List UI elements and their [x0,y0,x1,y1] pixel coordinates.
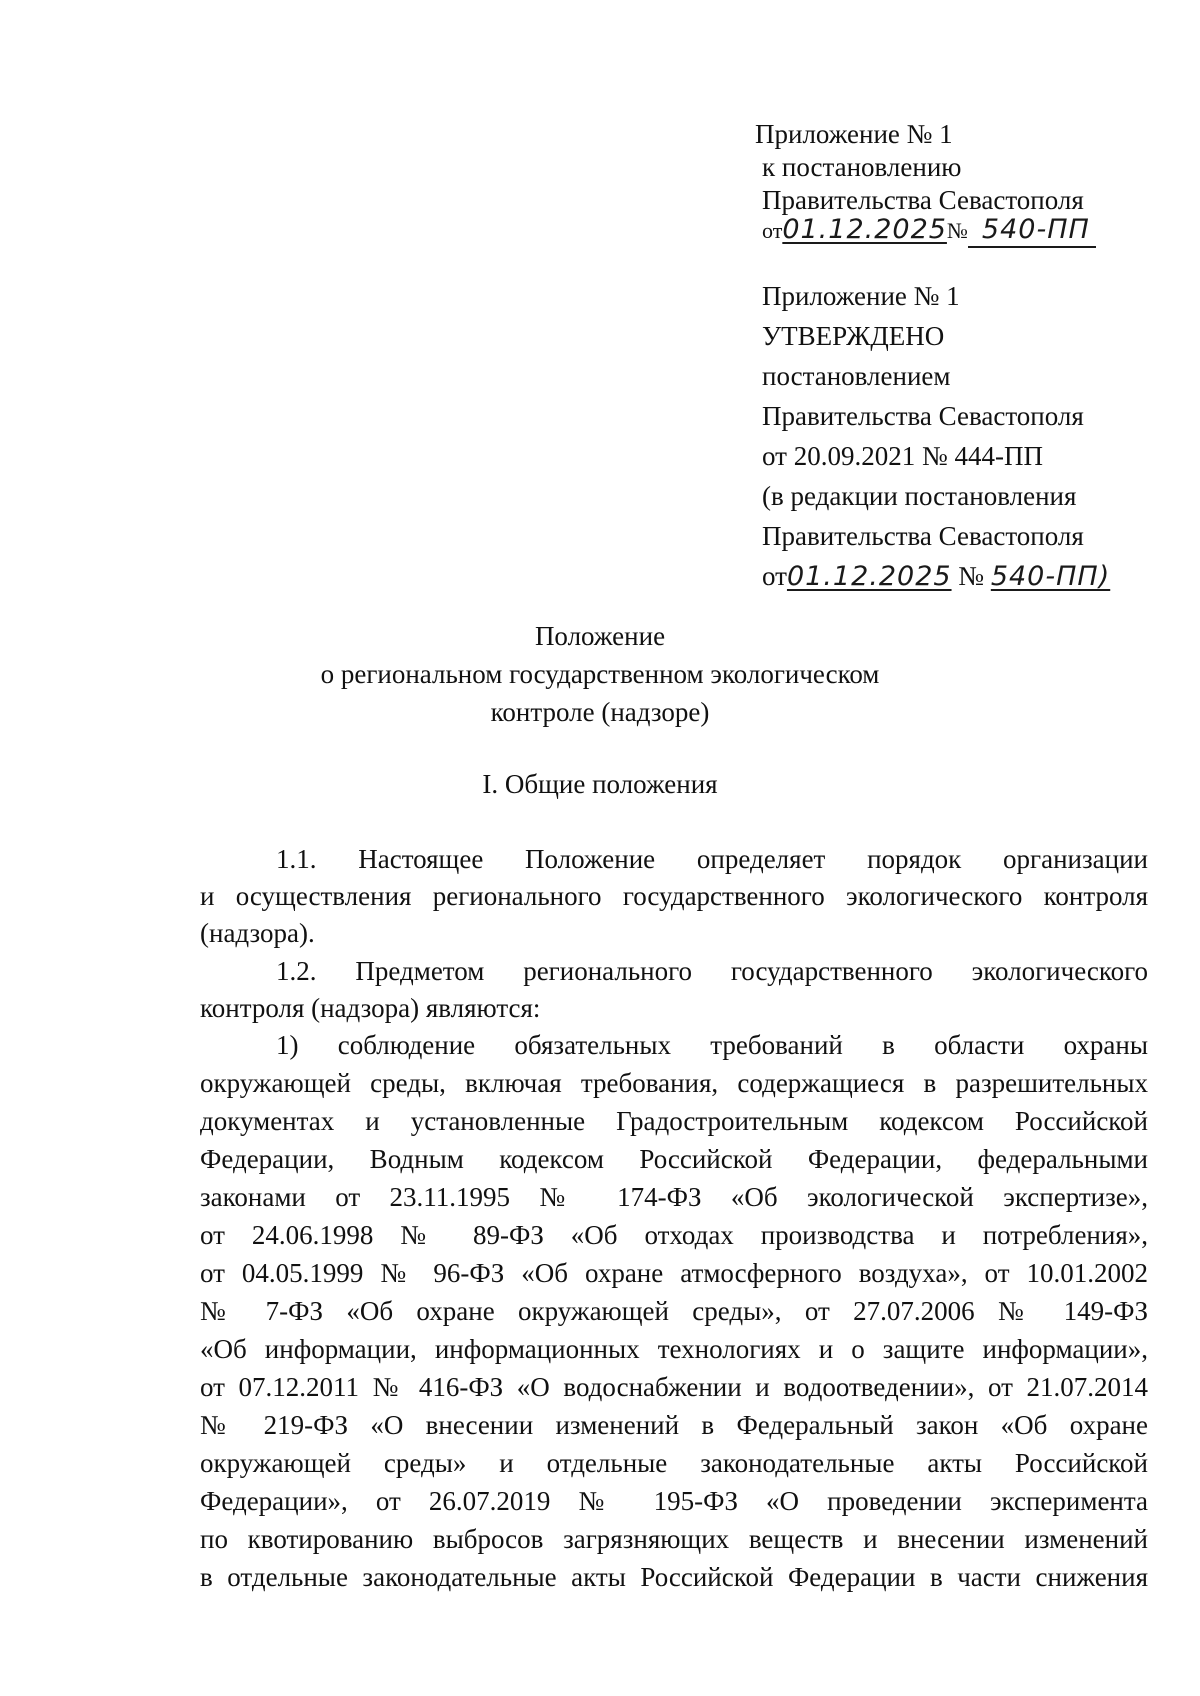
paragraph-line: (надзора). [200,918,315,948]
paragraph-line: 1.2. Предметом регионального государственного экологического [276,956,1148,986]
paragraph-line: документах и установленные Градостроительным кодексом Российской [200,1106,1148,1136]
paragraph-line: законами от 23.11.1995 № 174-ФЗ «Об экологической экспертизе», [200,1182,1148,1212]
appendix-header-line1: Приложение № 1 [755,119,953,149]
document-title-line3: контроле (надзоре) [490,697,710,727]
document-title-line2: о региональном государственном экологическом [320,659,880,689]
approval-signature-line [762,560,1110,593]
paragraph-line: окружающей среды, включая требования, содержащиеся в разрешительных [200,1068,1148,1098]
paragraph-line: № 7-ФЗ «Об охране окружающей среды», от 27.07.2006 № 149-ФЗ [200,1296,1148,1326]
paragraph-line: в отдельные законодательные акты Российской Федерации в части снижения [200,1562,1148,1592]
approval-line1: Приложение № 1 [762,281,960,311]
paragraph-line: окружающей среды» и отдельные законодательные акты Российской [200,1448,1148,1478]
section-heading: I. Общие положения [482,769,718,799]
paragraph-line: контроля (надзора) являются: [200,993,541,1023]
appendix-header-signature-line [762,213,1096,248]
paragraph-line: 1.1. Настоящее Положение определяет порядок организации [276,844,1148,874]
approval-line4: Правительства Севастополя [762,401,1084,431]
paragraph-line: от 07.12.2011 № 416-ФЗ «О водоснабжении и водоотведении», от 21.07.2014 [200,1372,1148,1402]
paragraph-line: «Об информации, информационных технологиях и о защите информации», [200,1334,1148,1364]
approval-handwritten-number: 540-ПП) [990,561,1111,592]
approval-line6: (в редакции постановления [762,481,1077,511]
paragraph-line: Федерации, Водным кодексом Российской Федерации, федеральными [200,1144,1148,1174]
appendix-header-line2: к постановлению [762,152,962,182]
approval-from-label: от [762,561,787,591]
paragraph-line: и осуществления регионального государственного экологического контроля [200,881,1148,911]
approval-line2: УТВЕРЖДЕНО [762,321,945,351]
appendix-header-line3: Правительства Севастополя [762,185,1084,215]
appendix-number-underline [968,213,1096,248]
paragraph-line: от 04.05.1999 № 96-ФЗ «Об охране атмосферного воздуха», от 10.01.2002 [200,1258,1148,1288]
appendix-number-label: № [946,218,968,243]
approval-handwritten-date: 01.12.2025 [786,561,952,592]
paragraph-line: от 24.06.1998 № 89-ФЗ «Об отходах производства и потребления», [200,1220,1148,1250]
approval-line3: постановлением [762,361,951,391]
approval-line5: от 20.09.2021 № 444-ПП [762,441,1043,471]
appendix-handwritten-date: 01.12.2025 [782,214,947,245]
appendix-handwritten-number: 540-ПП [981,214,1090,245]
paragraph-line: № 219-ФЗ «О внесении изменений в Федеральный закон «Об охране [200,1410,1148,1440]
approval-line7: Правительства Севастополя [762,521,1084,551]
paragraph-line: 1) соблюдение обязательных требований в области охраны [276,1030,1148,1060]
appendix-from-label: от [762,218,783,243]
paragraph-line: по квотированию выбросов загрязняющих веществ и внесении изменений [200,1524,1148,1554]
paragraph-line: Федерации», от 26.07.2019 № 195-ФЗ «О проведении эксперимента [200,1486,1148,1516]
approval-number-label: № [958,561,985,591]
document-title-line1: Положение [534,621,666,651]
